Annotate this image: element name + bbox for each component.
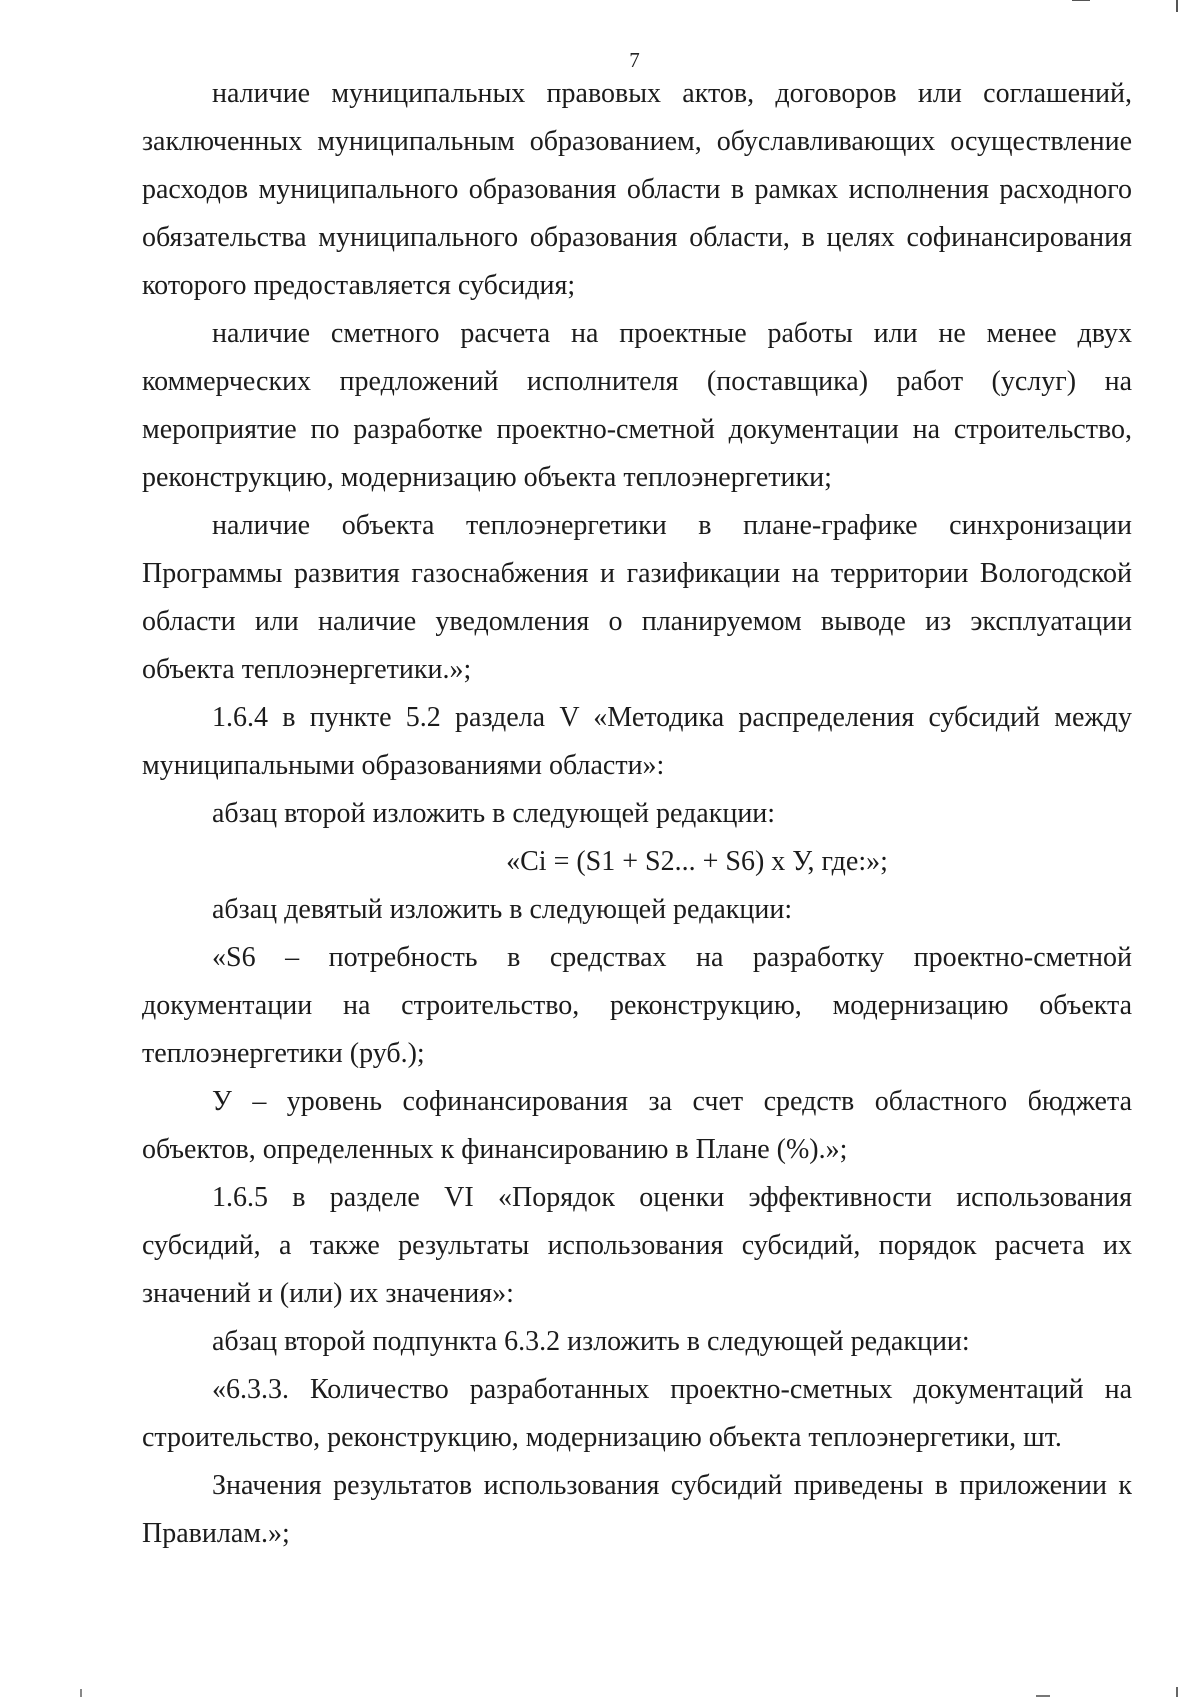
paragraph: наличие сметного расчета на проектные работы или не менее двух коммерческих предложений исполнителя (поставщика) работ (услуг) на мероприятие по разработке проектно-сметной документации на строительство, реконструкцию, модернизацию объекта теплоэнергетики; (142, 318, 1132, 493)
page-number: 7 (629, 48, 640, 72)
paragraph: Значения результатов использования субсидий приведены в приложении к Правилам.»; (142, 1470, 1132, 1549)
paragraph: 1.6.5 в разделе VI «Порядок оценки эффективности использования субсидий, а также результаты использования субсидий, порядок расчета их значений и (или) их значения»: (142, 1182, 1132, 1309)
paragraph: абзац второй изложить в следующей редакции: (212, 798, 776, 829)
paragraph: наличие муниципальных правовых актов, договоров или соглашений, заключенных муниципальным образованием, обуславливающих осуществление расходов муниципального образования области в рамках исполнения расходного обязательства муниципального образования области, в целях софинансирования которого предоставляется субсидия; (142, 78, 1132, 301)
scan-artifact (1176, 0, 1178, 12)
paragraph: 1.6.4 в пункте 5.2 раздела V «Методика распределения субсидий между муниципальными образованиями области»: (142, 702, 1132, 781)
formula-line: «Ci = (S1 + S2... + S6) x У, где:»; (506, 846, 888, 877)
scan-artifact (1072, 0, 1090, 1)
paragraph: У – уровень софинансирования за счет средств областного бюджета объектов, определенных к финансированию в Плане (%).»; (142, 1086, 1132, 1165)
document-body (142, 70, 1132, 1558)
paragraph: «S6 – потребность в средствах на разработку проектно-сметной документации на строительство, реконструкцию, модернизацию объекта теплоэнергетики (руб.); (142, 942, 1132, 1069)
paragraph: абзац девятый изложить в следующей редакции: (212, 894, 793, 925)
scan-artifact (80, 1689, 82, 1697)
paragraph: «6.3.3. Количество разработанных проектно-сметных документаций на строительство, реконструкцию, модернизацию объекта теплоэнергетики, шт. (142, 1374, 1132, 1453)
scan-artifact (1176, 1687, 1178, 1697)
paragraph: абзац второй подпункта 6.3.2 изложить в следующей редакции: (212, 1326, 970, 1357)
paragraph: наличие объекта теплоэнергетики в плане-графике синхронизации Программы развития газоснабжения и газификации на территории Вологодской области или наличие уведомления о планируемом выводе из эксплуатации объекта теплоэнергетики.»; (142, 510, 1132, 685)
